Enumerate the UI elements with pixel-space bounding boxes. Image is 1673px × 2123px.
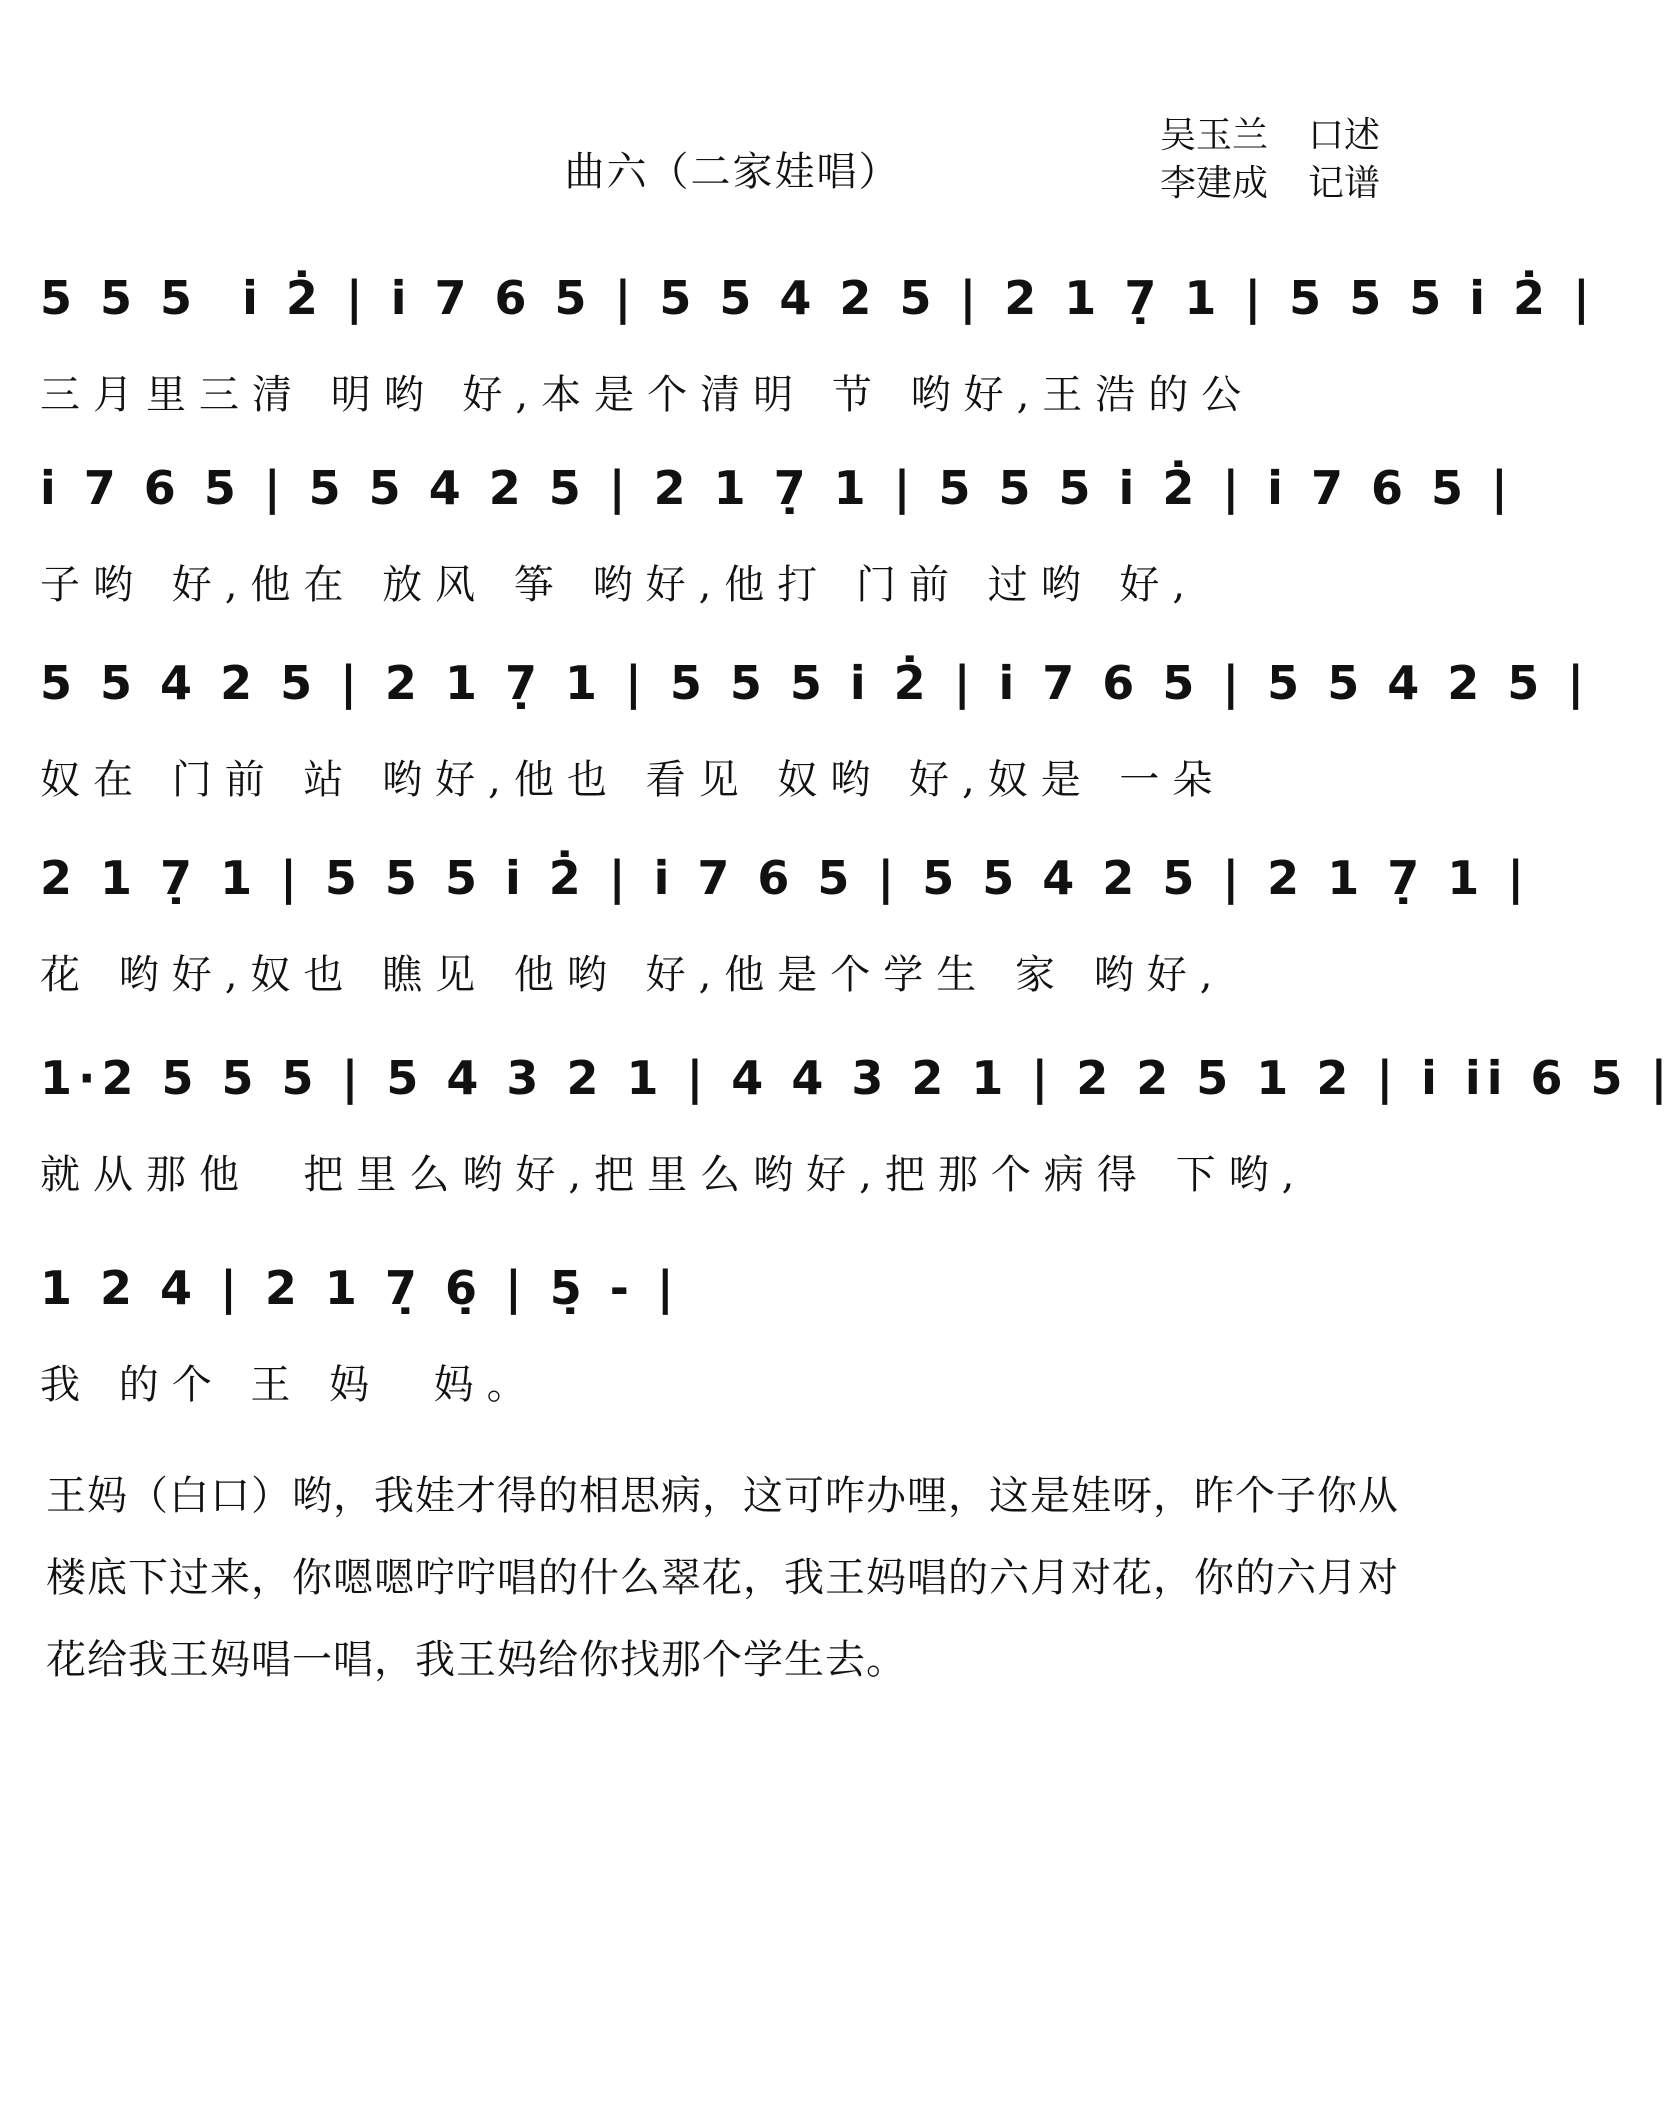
notation-line: 1·2 5 5 5 | 5 4 3 2 1 | 4 4 3 2 1 | 2 2 5 1 2 | i̇ i̇i̇ 6 5 |: [40, 1051, 1673, 1105]
notation-system: [40, 1035, 1673, 1235]
lyrics-line: 子哟 好,他在 放风 筝 哟好,他打 门前 过哟 好,: [40, 562, 1199, 608]
song-title: 曲六（二家娃唱）: [564, 149, 901, 195]
notation-system: [40, 1245, 1440, 1445]
credits: [1160, 112, 1380, 208]
credit-name: 吴玉兰: [1160, 115, 1269, 156]
notation-system: [40, 255, 1596, 455]
lyrics-line: 三月里三清 明哟 好,本是个清明 节 哟好,王浩的公: [40, 372, 1255, 418]
lyrics-line: 我 的个 王 妈 妈。: [40, 1362, 540, 1408]
credit-role: 记谱: [1308, 163, 1381, 204]
credit-transcriber: [1160, 160, 1380, 208]
credit-role: 口述: [1308, 115, 1381, 156]
notation-line: 1 2 4 | 2 1 7̣ 6̣ | 5̣ - |: [40, 1261, 680, 1315]
lyrics-line: 就从那他 把里么哟好,把里么哟好,把那个病得 下哟,: [40, 1152, 1308, 1198]
notation-system: [40, 640, 1591, 840]
spoken-dialogue: 王妈（白口）哟，我娃才得的相思病，这可咋办哩，这是娃呀，昨个子你从楼底下过来，你嗯嗯咛咛唱的什么翠花，我王妈唱的六月对花，你的六月对花给我王妈唱一唱，我王妈给你找那个学生去。: [46, 1473, 1399, 1683]
credit-name: 李建成: [1160, 163, 1269, 204]
notation-line: 2 1 7̣ 1 | 5 5 5 i̇ 2̇ | i̇ 7 6 5 | 5 5 4 2 5 | 2 1 7̣ 1 |: [40, 851, 1531, 905]
notation-line: 5 5 5 i̇ 2̇ | i̇ 7 6 5 | 5 5 4 2 5 | 2 1 7̣ 1 | 5 5 5 i̇ 2̇ |: [40, 271, 1596, 325]
lyrics-line: 奴在 门前 站 哟好,他也 看见 奴哟 好,奴是 一朵: [40, 757, 1226, 803]
credit-narrator: [1160, 112, 1380, 160]
notation-system: [40, 835, 1531, 1035]
notation-line: 5 5 4 2 5 | 2 1 7̣ 1 | 5 5 5 i̇ 2̇ | i̇ 7 6 5 | 5 5 4 2 5 |: [40, 656, 1591, 710]
notation-line: i̇ 7 6 5 | 5 5 4 2 5 | 2 1 7̣ 1 | 5 5 5 i̇ 2̇ | i̇ 7 6 5 |: [40, 461, 1514, 515]
lyrics-line: 花 哟好,奴也 瞧见 他哟 好,他是个学生 家 哟好,: [40, 952, 1226, 998]
notation-system: [40, 445, 1514, 645]
